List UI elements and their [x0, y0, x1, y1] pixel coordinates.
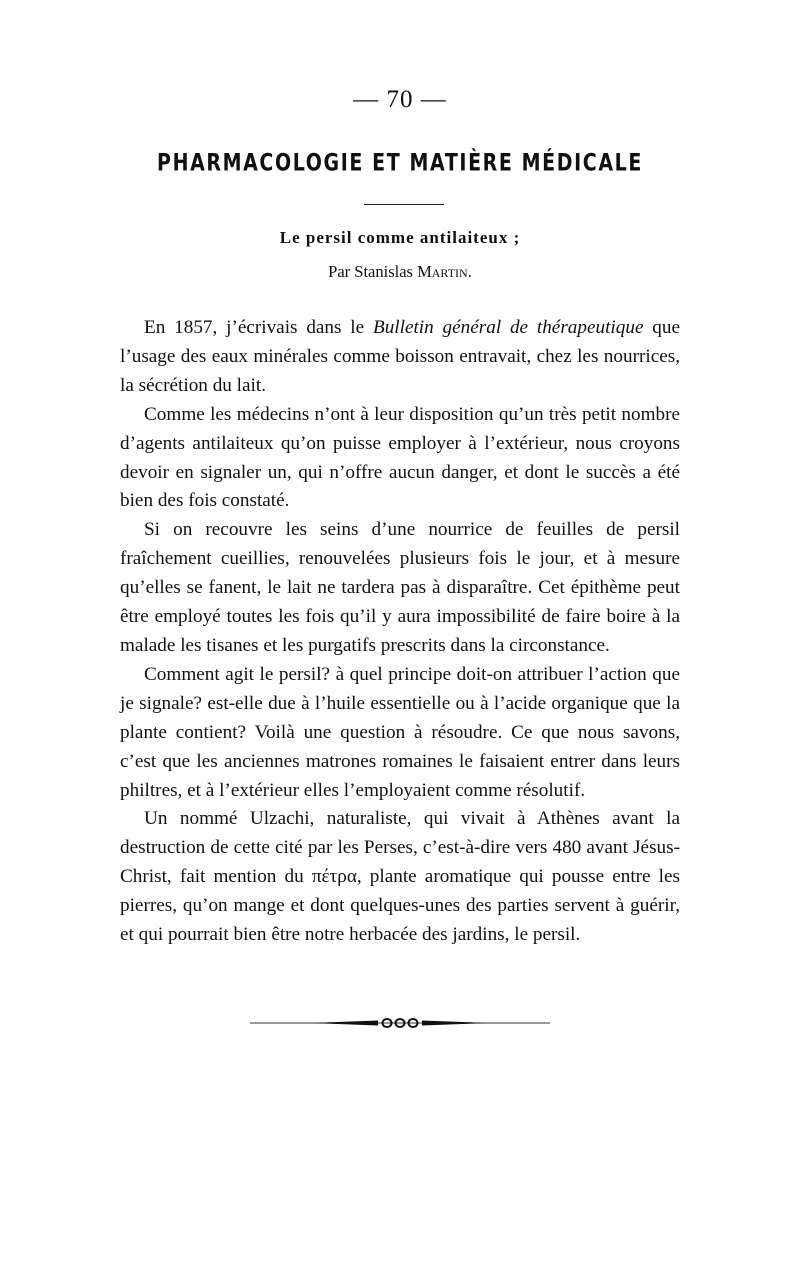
paragraph-5: Un nommé Ulzachi, naturaliste, qui vivait à Athènes avant la destruction de cette cité par les Perses, c’est-à-dire vers 480 avant Jésus-Christ, fait mention du πέτρα, plante aromatique qui pousse entre les pierres, qu’on mange et dont quelques-unes des parties servent à guérir, et qui pourrait bien être notre herbacée des jardins, le persil. [120, 808, 680, 946]
byline [0, 262, 800, 282]
section-title: PHARMACOLOGIE ET MATIÈRE MÉDICALE [157, 149, 643, 177]
paragraph-1-start: En 1857, j’écrivais dans le [144, 317, 373, 338]
title-divider [364, 204, 444, 205]
page-number: — 70 — [353, 86, 447, 113]
byline-prefix: Par Stanislas [328, 262, 418, 281]
paragraph-3: Si on recouvre les seins d’une nourrice de feuilles de persil fraîchement cueillies, renouvelées plusieurs fois le jour, et à mesure qu’elles se fanent, le lait ne tardera pas à disparaître. Cet épithème peut être employé toutes les fois qu’il y aura impossibilité de faire boire à la malade les tisanes et les purgatifs prescrits dans la circonstance. [120, 519, 680, 656]
paragraph-2: Comme les médecins n’ont à leur disposition qu’un très petit nombre d’agents antilaiteux qu’on puisse employer à l’extérieur, nous croyons devoir en signaler un, qui n’offre aucun danger, et dont le succès a été bien des fois constaté. [120, 403, 680, 512]
paragraph-4: Comment agit le persil? à quel principe doit-on attribuer l’action que je signale? est-elle due à l’huile essentielle ou à l’acide organique que la plante contient? Voilà une question à résoudre. Ce que nous savons, c’est que les anciennes matrones romaines le faisaient entrer dans leurs philtres, et à l’extérieur elles l’employaient comme résolutif. [120, 663, 680, 801]
byline-author: Martin. [417, 262, 472, 281]
paragraph-1 [120, 314, 680, 401]
article-body [120, 314, 680, 950]
article-title: Le persil comme antilaiteux ; [279, 228, 521, 247]
paragraph-1-end: que l’usage des eaux minérales comme boisson entravait, chez les nourrices, la sécrétion du lait. [120, 317, 680, 396]
journal-title: Bulletin général de thérapeutique [372, 317, 644, 338]
end-ornament [250, 1016, 550, 1030]
